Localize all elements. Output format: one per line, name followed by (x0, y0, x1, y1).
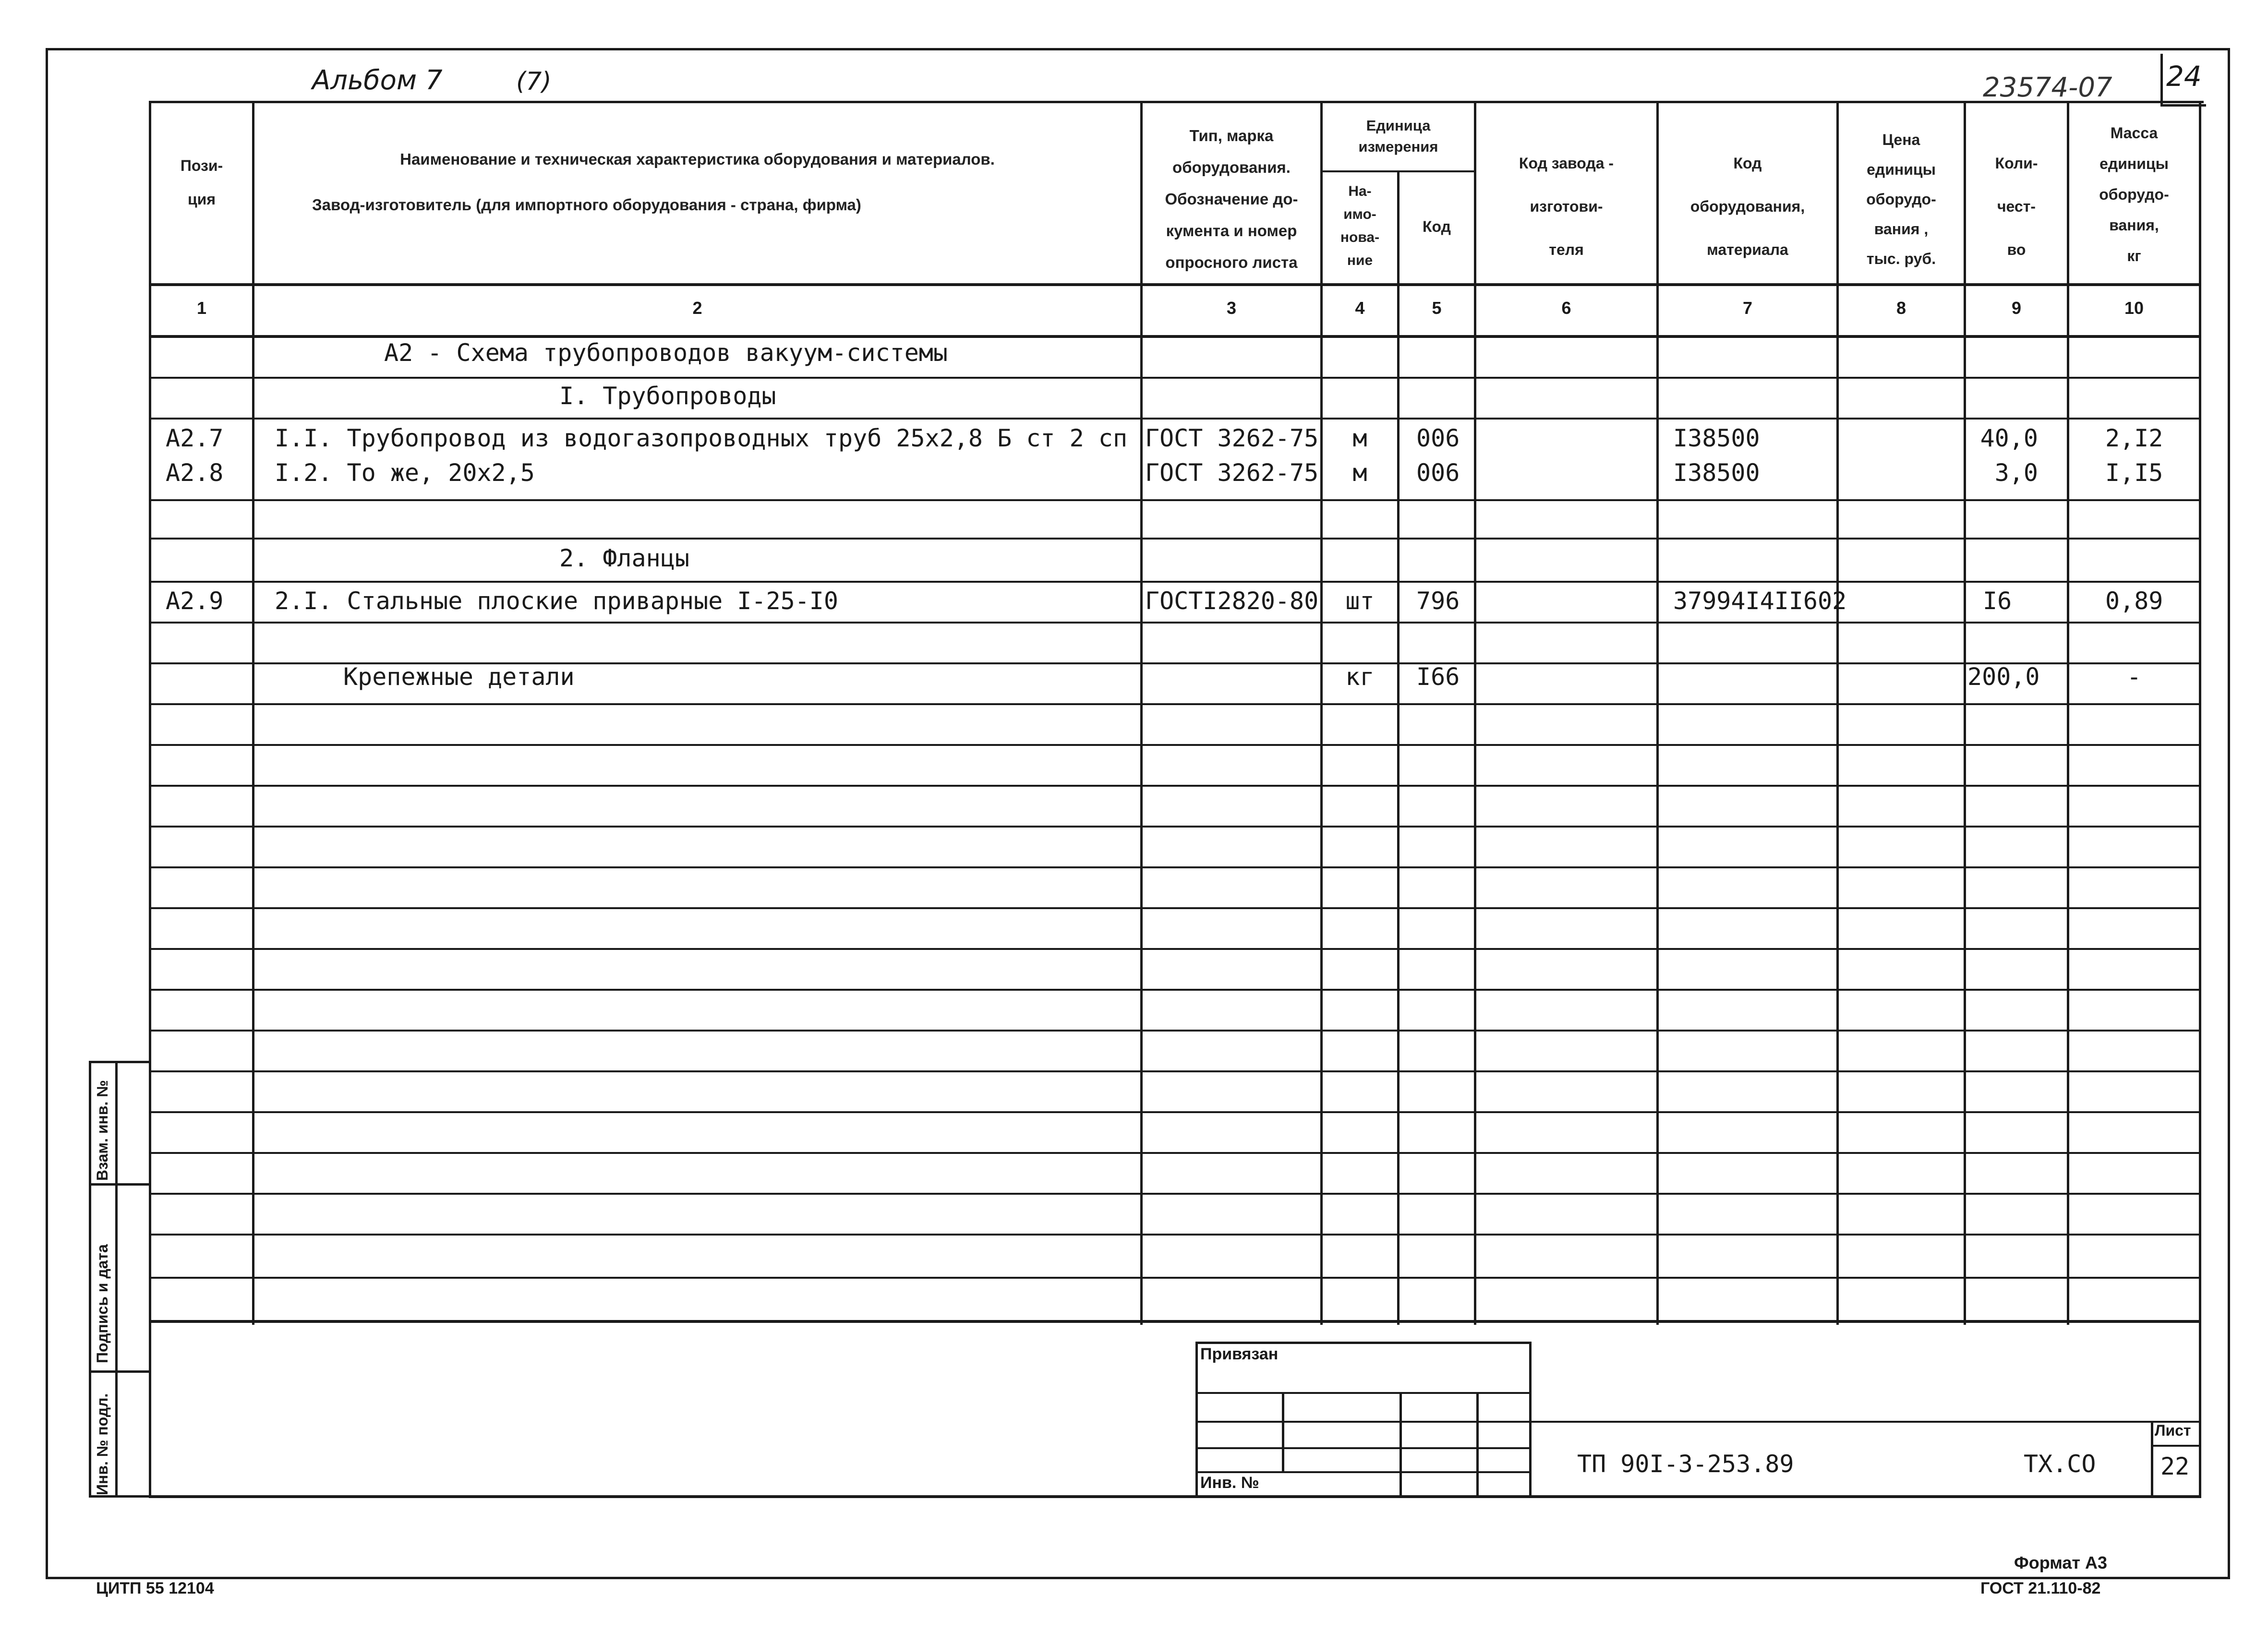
column-number: 1 (196, 298, 207, 318)
column-number: 5 (1432, 298, 1442, 318)
side-stamp-divider (115, 1061, 118, 1498)
table-row-mass: I,I5 (2105, 459, 2163, 487)
side-stamp-signature-label: Подпись и дата (94, 1244, 111, 1363)
table-row-unit-code: I66 (1416, 663, 1460, 691)
row-line (149, 1193, 2201, 1195)
format-label: Формат А3 (2014, 1553, 2108, 1572)
header-bottom-line (149, 283, 2201, 286)
header-unit-name: На- имо- нова- ние (1340, 183, 1380, 268)
column-number: 2 (692, 298, 702, 318)
table-row-quantity: 200,0 (1967, 663, 2040, 691)
table-bottom-line (149, 1320, 2201, 1323)
side-stamp-replace-inv-label: Взам. инв. № (94, 1080, 111, 1181)
unit-group-line (1320, 170, 1474, 172)
row-line (149, 622, 2201, 624)
row-line (149, 1234, 2201, 1236)
sheet-box-divider (2151, 1445, 2201, 1447)
row-line (149, 989, 2201, 991)
row-line (149, 703, 2201, 705)
col-line-6 (1656, 103, 1659, 1325)
row-line (149, 785, 2201, 787)
table-row-unit-code: 796 (1416, 587, 1460, 615)
column-number: 4 (1355, 298, 1365, 318)
section-title: А2 - Схема трубопроводов вакуум-системы (384, 339, 948, 367)
table-row-quantity: I6 (1983, 587, 2012, 615)
row-line (149, 907, 2201, 909)
sheet-number: 22 (2160, 1452, 2190, 1480)
bound-row-line (1195, 1471, 1532, 1473)
table-row-mass: 0,89 (2105, 587, 2163, 615)
table-row-doc: ГОСТI2820-80 (1145, 587, 1319, 615)
bound-col-line (1399, 1392, 1402, 1498)
sheet-box-line (2151, 1421, 2153, 1498)
row-line (149, 1111, 2201, 1113)
row-line (149, 1070, 2201, 1072)
table-row-unit: шт (1345, 587, 1375, 615)
album-title: Альбом 7 (312, 65, 443, 96)
table-row-name: I.I. Трубопровод из водогазопроводных труб 25х2,8 Б ст 2 сп (275, 424, 1128, 452)
table-row-unit: м (1352, 424, 1367, 452)
col-line-9 (2067, 103, 2069, 1325)
row-line (149, 377, 2201, 379)
table-row-material-code: 37994I4II602 (1673, 587, 1847, 615)
header-material-code: Код оборудования, материала (1690, 155, 1805, 258)
document-code: ТП 90I-3-253.89 (1577, 1450, 1794, 1478)
subsection-title: I. Трубопроводы (559, 382, 776, 410)
table-row-position: А2.7 (166, 424, 224, 452)
subsection-title: 2. Фланцы (559, 544, 689, 572)
side-stamp-orig-inv-label: Инв. № подл. (94, 1393, 111, 1495)
document-mark: ТХ.СО (2024, 1450, 2096, 1478)
column-number: 7 (1742, 298, 1753, 318)
row-line (149, 1277, 2201, 1279)
row-line (149, 1152, 2201, 1154)
header-unit-code: Код (1423, 218, 1451, 235)
table-row-mass: - (2126, 663, 2142, 691)
table-row-unit-code: 006 (1416, 424, 1460, 452)
col-line-5 (1474, 103, 1476, 1325)
col-line-2 (1140, 103, 1143, 1325)
table-row-material-code: I38500 (1673, 424, 1760, 452)
table-row-position: А2.8 (166, 459, 224, 487)
inventory-number: 23574-07 (1983, 72, 2112, 103)
table-row-unit: кг (1345, 663, 1375, 691)
bound-label: Привязан (1200, 1345, 1279, 1363)
header-price: Цена единицы оборудо- вания , тыс. руб. (1866, 131, 1936, 267)
table-row-unit-code: 006 (1416, 459, 1460, 487)
row-line (149, 581, 2201, 583)
table-row-unit: м (1352, 459, 1367, 487)
col-line-10 (2199, 103, 2201, 1498)
title-block-top-line (1532, 1421, 2201, 1423)
table-row-doc: ГОСТ 3262-75 (1145, 459, 1319, 487)
header-position: Пози- ция (180, 157, 223, 208)
bound-row-line (1195, 1447, 1532, 1449)
table-row-position: А2.9 (166, 587, 224, 615)
sheet-label: Лист (2155, 1422, 2191, 1439)
table-row-name: 2.I. Стальные плоские приварные I-25-I0 (275, 587, 838, 615)
album-subtitle: (7) (516, 67, 552, 96)
row-line (149, 826, 2201, 828)
column-number: 9 (2011, 298, 2022, 318)
table-row-name: Крепежные детали (343, 663, 575, 691)
header-factory: Код завода - изготови- теля (1519, 155, 1614, 258)
column-number: 10 (2124, 298, 2144, 318)
row-line (149, 744, 2201, 746)
column-number: 6 (1561, 298, 1571, 318)
header-quantity: Коли- чест- во (1995, 155, 2038, 258)
org-code: ЦИТП 55 12104 (96, 1579, 214, 1597)
bound-col-line (1476, 1392, 1479, 1498)
header-mass: Масса единицы оборудо- вания, кг (2099, 124, 2169, 264)
header-name-line2: Завод-изготовитель (для импортного оборудования - страна, фирма) (312, 196, 861, 214)
table-row-mass: 2,I2 (2105, 424, 2163, 452)
bound-row-line (1195, 1421, 1532, 1423)
header-name-line1: Наименование и техническая характеристика оборудования и материалов. (400, 150, 995, 168)
corner-page-number: 24 (2166, 60, 2202, 93)
row-line (149, 1030, 2201, 1032)
table-row-quantity: 3,0 (1994, 459, 2038, 487)
header-type: Тип, марка оборудования. Обозначение до- кумента и номер опросного листа (1165, 127, 1298, 271)
row-line (149, 866, 2201, 868)
inv-label: Инв. № (1200, 1474, 1259, 1492)
bound-row-line (1195, 1392, 1532, 1394)
row-line (149, 499, 2201, 501)
table-row-quantity: 40,0 (1980, 424, 2038, 452)
col-line-8 (1964, 103, 1966, 1325)
col-line-7 (1836, 103, 1839, 1325)
main-table (149, 101, 2204, 1337)
bound-col-line (1282, 1392, 1284, 1471)
frame-bottom-line (149, 1495, 2201, 1498)
table-row-name: I.2. То же, 20х2,5 (275, 459, 535, 487)
column-number: 3 (1226, 298, 1237, 318)
header-unit-group: Единица измерения (1358, 117, 1438, 155)
table-row-doc: ГОСТ 3262-75 (1145, 424, 1319, 452)
col-line-3 (1320, 103, 1323, 1325)
table-row-material-code: I38500 (1673, 459, 1760, 487)
gost-label: ГОСТ 21.110-82 (1980, 1579, 2101, 1597)
row-line (149, 538, 2201, 540)
row-line (149, 418, 2201, 420)
row-line (149, 948, 2201, 950)
numbers-bottom-line (149, 335, 2201, 338)
column-number: 8 (1896, 298, 1906, 318)
